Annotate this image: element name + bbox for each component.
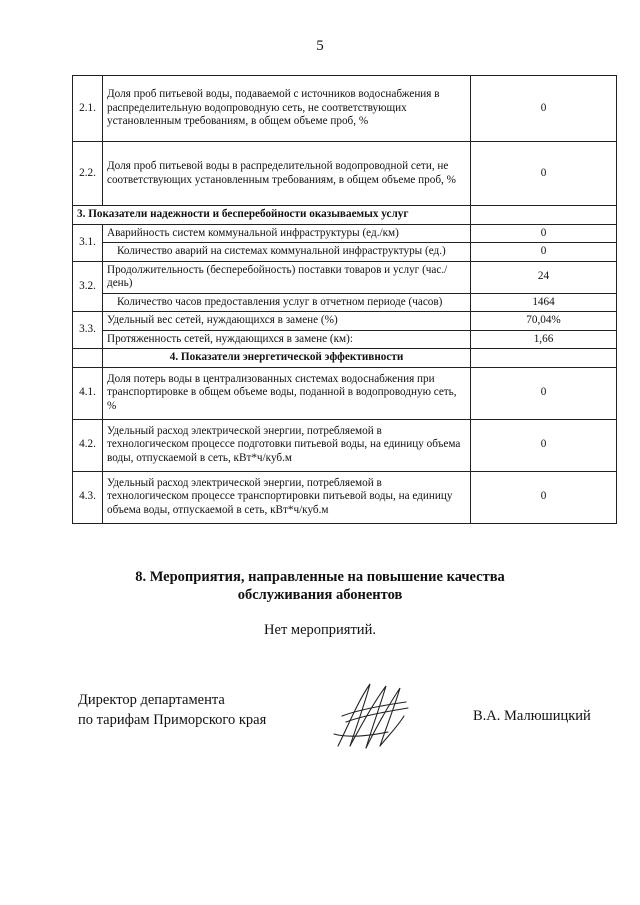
indicator-description: Количество аварий на системах коммунальной инфраструктуры (ед.) (103, 243, 471, 262)
indicator-value: 0 (471, 76, 617, 142)
indicator-description: Продолжительность (бесперебойность) поставки товаров и услуг (час./день) (103, 261, 471, 293)
table-row (73, 261, 617, 293)
row-number: 2.2. (73, 142, 103, 206)
indicator-value: 70,04% (471, 312, 617, 331)
indicator-description: Доля потерь воды в централизованных системах водоснабжения при транспортировке в общем объеме воды, поданной в водопроводную сеть, % (103, 367, 471, 419)
indicator-value: 24 (471, 261, 617, 293)
section-header-row (73, 349, 617, 368)
indicator-value: 0 (471, 471, 617, 523)
section-8-heading (0, 568, 640, 604)
indicator-value: 0 (471, 224, 617, 243)
section-4-title: 4. Показатели энергетической эффективности (103, 349, 471, 368)
indicator-description: Доля проб питьевой воды в распределительной водопроводной сети, не соответствующих установленным требованиям, в общем объеме проб, % (103, 142, 471, 206)
indicator-value: 1464 (471, 293, 617, 312)
indicator-description: Доля проб питьевой воды, подаваемой с источников водоснабжения в распределительную водопроводную сеть, не соответствующих установленным требованиям, в общем объеме проб, % (103, 76, 471, 142)
section-8-heading-line: обслуживания абонентов (237, 587, 403, 603)
indicator-value: 0 (471, 419, 617, 471)
table-row (73, 243, 617, 262)
indicator-value: 0 (471, 243, 617, 262)
signer-position (78, 690, 266, 730)
empty-cell (471, 206, 617, 225)
indicator-description: Удельный расход электрической энергии, потребляемой в технологическом процессе подготовки питьевой воды, на единицу объема воды, отпускаемой в сеть, кВт*ч/куб.м (103, 419, 471, 471)
indicator-description: Удельный расход электрической энергии, потребляемой в технологическом процессе транспортировки питьевой воды, на единицу объема воды, отпускаемой в сеть, кВт*ч/куб.м (103, 471, 471, 523)
row-number: 4.2. (73, 419, 103, 471)
section-header-row (73, 206, 617, 225)
indicator-description: Удельный вес сетей, нуждающихся в замене (%) (103, 312, 471, 331)
section-3-title: 3. Показатели надежности и бесперебойности оказываемых услуг (73, 206, 471, 225)
table-row (73, 76, 617, 142)
table-row (73, 419, 617, 471)
indicators-table (72, 75, 617, 524)
row-number: 2.1. (73, 76, 103, 142)
signer-name: В.А. Малюшицкий (473, 708, 591, 724)
handwritten-signature (328, 676, 413, 756)
row-number: 3.2. (73, 261, 103, 312)
row-number: 3.3. (73, 312, 103, 349)
table-row (73, 471, 617, 523)
row-number: 4.1. (73, 367, 103, 419)
page-number: 5 (316, 38, 324, 54)
row-number: 3.1. (73, 224, 103, 261)
empty-cell (73, 349, 103, 368)
signer-position-line: Директор департамента (78, 692, 225, 708)
table-row (73, 312, 617, 331)
table-row (73, 142, 617, 206)
table-row (73, 224, 617, 243)
indicator-description: Количество часов предоставления услуг в отчетном периоде (часов) (103, 293, 471, 312)
indicator-description: Аварийность систем коммунальной инфраструктуры (ед./км) (103, 224, 471, 243)
table-row (73, 293, 617, 312)
table-row (73, 330, 617, 349)
indicator-value: 1,66 (471, 330, 617, 349)
signer-position-line: по тарифам Приморского края (78, 712, 267, 728)
indicator-value: 0 (471, 142, 617, 206)
row-number: 4.3. (73, 471, 103, 523)
section-8-heading-line: 8. Мероприятия, направленные на повышение качества (135, 569, 505, 585)
empty-cell (471, 349, 617, 368)
table-row (73, 367, 617, 419)
indicator-description: Протяженность сетей, нуждающихся в замене (км): (103, 330, 471, 349)
no-events-text: Нет мероприятий. (264, 622, 376, 638)
indicator-value: 0 (471, 367, 617, 419)
